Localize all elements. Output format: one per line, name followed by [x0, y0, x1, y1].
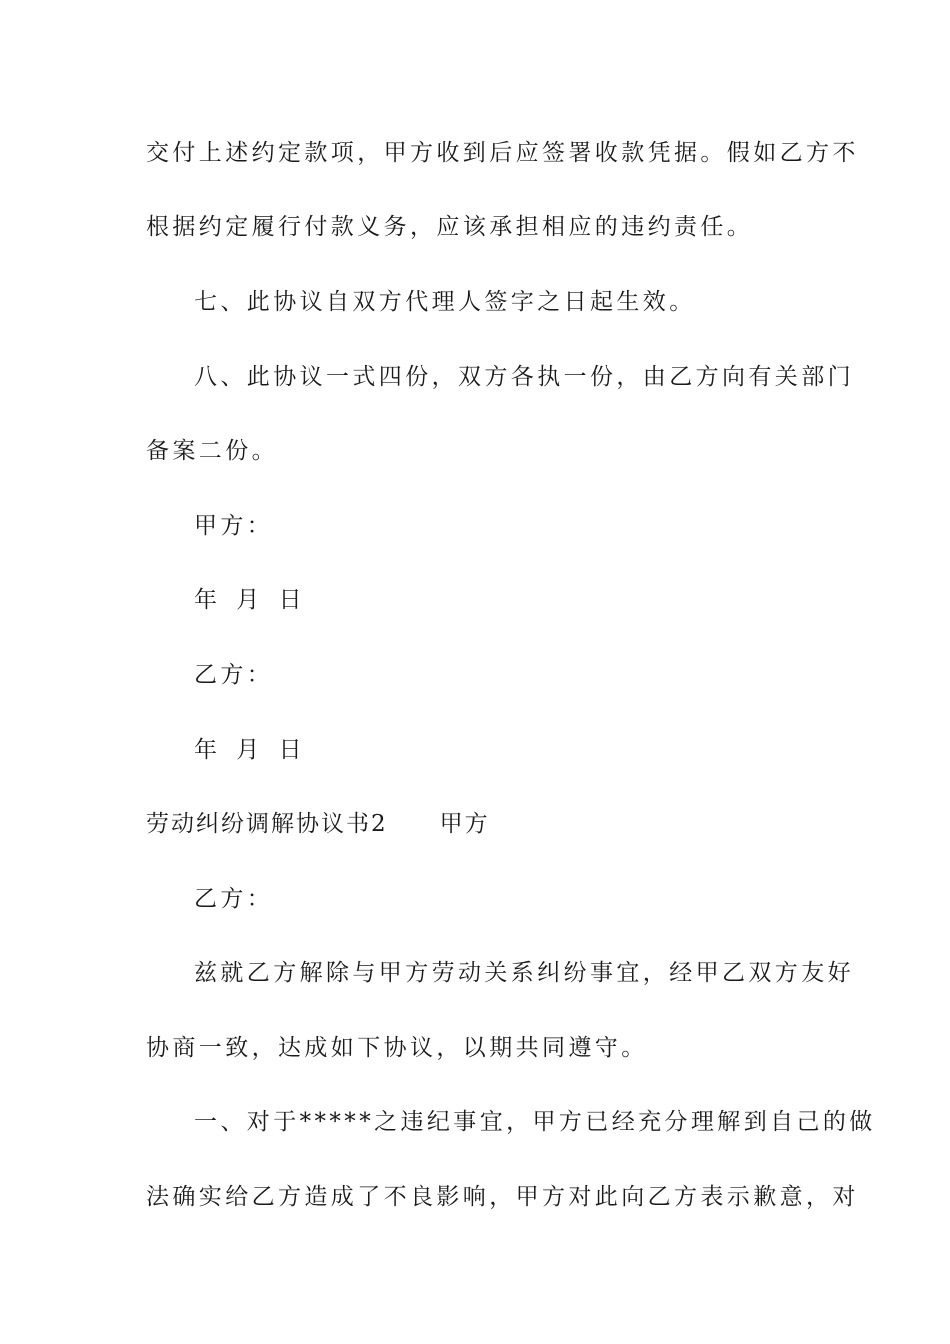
section-title: 劳动纠纷调解协议书2 [146, 811, 388, 837]
paragraph-line: 根据约定履行付款义务，应该承担相应的违约责任。 [146, 214, 754, 240]
section-party-label: 甲方 [439, 811, 490, 837]
paragraph-line: 协商一致，达成如下协议，以期共同遵守。 [146, 1035, 648, 1061]
clause-seven: 七、此协议自双方代理人签字之日起生效。 [194, 289, 696, 315]
party-a-label: 甲方： [194, 513, 274, 539]
paragraph-line: 备案二份。 [146, 438, 278, 464]
clause-one: 一、对于*****之违纪事宜，甲方已经充分理解到自己的做 [194, 1109, 876, 1135]
party-b-date: 年 月 日 [194, 737, 308, 763]
paragraph-line: 法确实给乙方造成了不良影响，甲方对此向乙方表示歉意，对 [146, 1184, 859, 1210]
party-b-label: 乙方： [194, 886, 274, 912]
party-b-label: 乙方： [194, 662, 274, 688]
clause-eight: 八、此协议一式四份，双方各执一份，由乙方向有关部门 [194, 364, 854, 390]
section-heading [146, 809, 806, 839]
paragraph-line: 兹就乙方解除与甲方劳动关系纠纷事宜，经甲乙双方友好 [194, 960, 854, 986]
paragraph-line: 交付上述约定款项，甲方收到后应签署收款凭据。假如乙方不 [146, 140, 859, 166]
party-a-date: 年 月 日 [194, 587, 308, 613]
